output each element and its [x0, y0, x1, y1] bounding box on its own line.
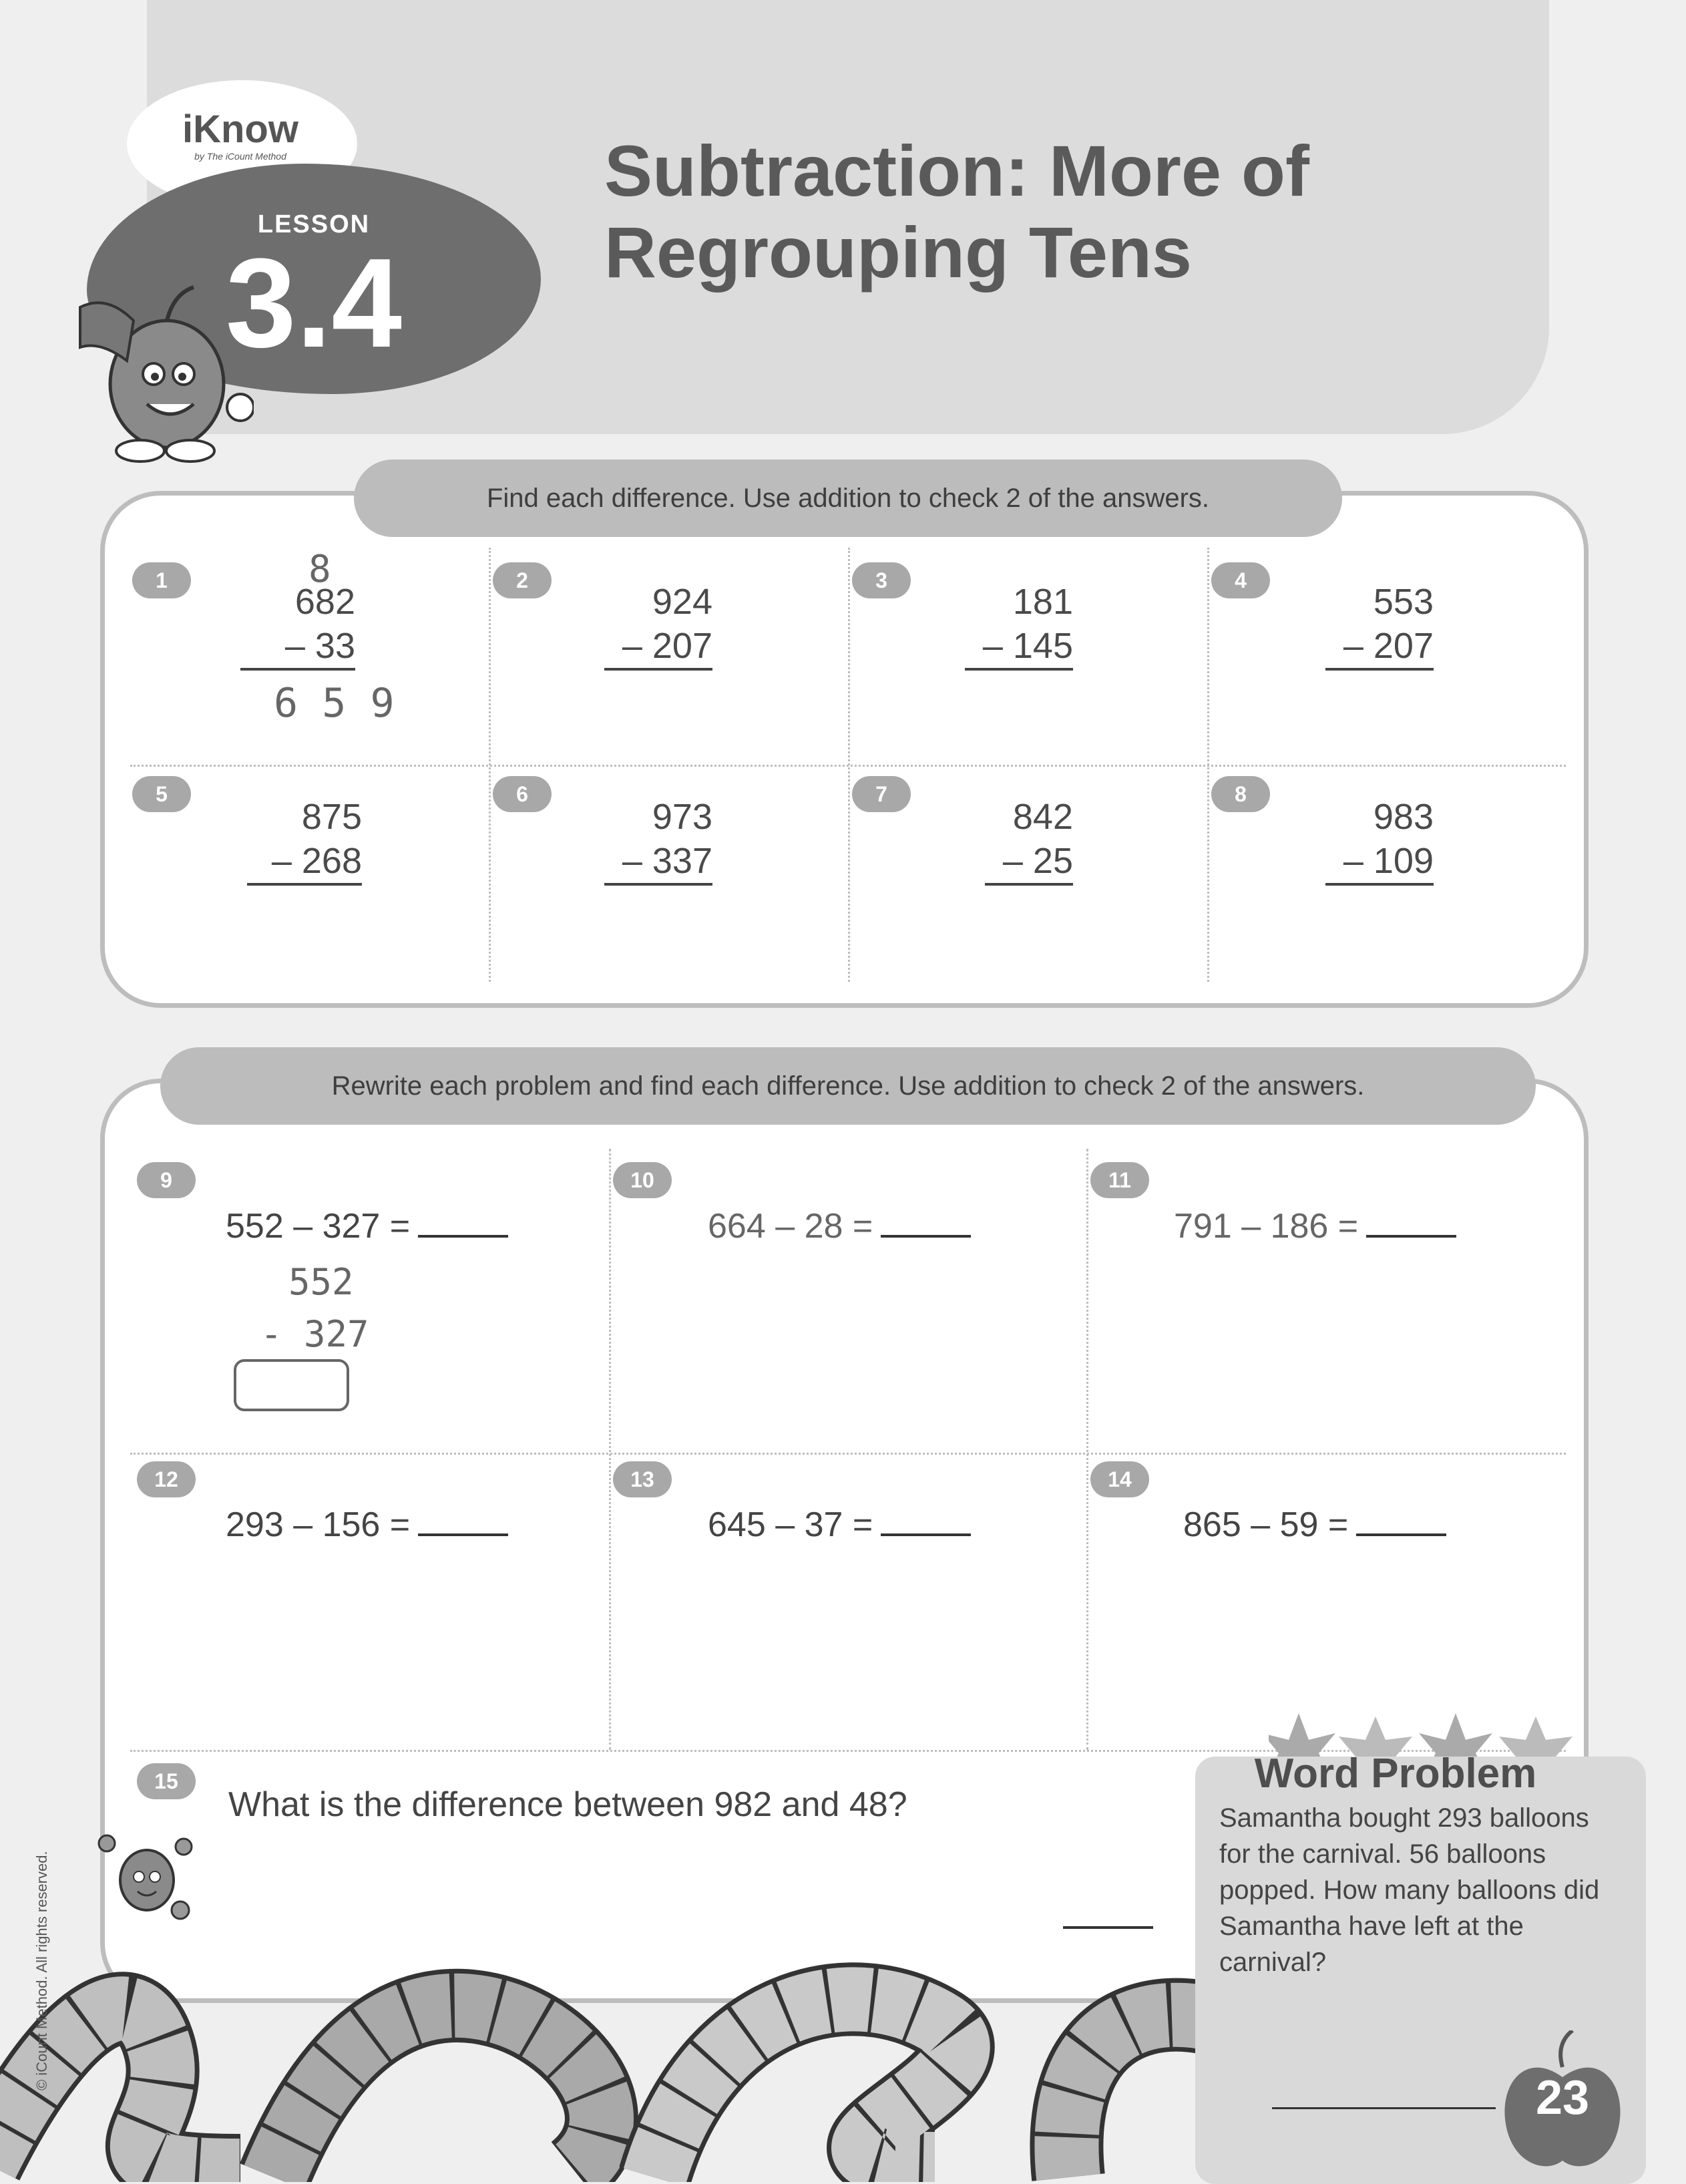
juggling-apple-icon — [93, 1823, 200, 1924]
problem-bottom: – 33 — [240, 624, 355, 671]
problem-13 — [708, 1504, 971, 1545]
problem-12 — [226, 1504, 508, 1545]
problem-top: 875 — [301, 797, 362, 837]
problem-number-badge: 10 — [613, 1162, 672, 1198]
equation-text: 293 – 156 = — [226, 1505, 411, 1544]
answer-blank[interactable] — [418, 1504, 508, 1536]
problem-bottom: – 25 — [985, 839, 1073, 886]
problem-top: 553 — [1373, 582, 1434, 622]
problem-top: 842 — [1012, 797, 1073, 837]
problem-number-badge: 11 — [1090, 1162, 1149, 1198]
lesson-number: 3.4 — [225, 232, 403, 374]
equation-text: 664 – 28 = — [708, 1207, 873, 1246]
problem-5 — [247, 795, 362, 886]
divider — [130, 1453, 1566, 1455]
problem-number-badge: 13 — [613, 1461, 672, 1497]
equation-text: 552 – 327 = — [226, 1207, 411, 1246]
answer-box[interactable] — [234, 1359, 349, 1411]
section2-instruction: Rewrite each problem and find each difference. Use addition to check 2 of the answers. — [160, 1047, 1536, 1125]
divider — [609, 1149, 611, 1750]
answer-blank[interactable] — [418, 1206, 508, 1238]
problem-14 — [1183, 1504, 1446, 1545]
brand-logo: iKnow — [182, 108, 298, 151]
title-line-2: Regrouping Tens — [604, 212, 1192, 293]
problem-bottom: – 268 — [247, 839, 362, 886]
answer-blank[interactable] — [881, 1504, 971, 1536]
problem-number-badge: 4 — [1211, 562, 1270, 598]
decorative-snake-path — [0, 1950, 1202, 2182]
problem-bottom: – 109 — [1325, 839, 1434, 886]
problem-number-badge: 3 — [852, 562, 911, 598]
word-problem-title: Word Problem — [1254, 1751, 1537, 1797]
problem-15-text: What is the difference between 982 and 48? — [228, 1785, 907, 1824]
problem-number-badge: 1 — [132, 562, 191, 598]
handwritten-bottom: - 327 — [260, 1313, 369, 1355]
lesson-label: LESSON — [257, 210, 371, 238]
answer-blank[interactable] — [1366, 1206, 1456, 1238]
divider — [1086, 1149, 1088, 1750]
answer-blank[interactable] — [881, 1206, 971, 1238]
problem-top: 973 — [652, 797, 712, 837]
problem-number-badge: 7 — [852, 776, 911, 812]
problem-2 — [604, 580, 712, 671]
section1-instruction: Find each difference. Use addition to check 2 of the answers. — [354, 460, 1342, 537]
problem-4 — [1325, 580, 1434, 671]
problem-7 — [985, 795, 1073, 886]
problem-8 — [1325, 795, 1434, 886]
problem-number-badge: 6 — [493, 776, 552, 812]
brand-subtitle: by The iCount Method — [194, 151, 286, 162]
answer-blank[interactable] — [1063, 1926, 1153, 1929]
page-number: 23 — [1535, 2071, 1590, 2125]
answer-blank[interactable] — [1272, 2107, 1496, 2109]
problem-bottom: – 145 — [965, 624, 1073, 671]
problem-bottom: – 207 — [604, 624, 712, 671]
copyright: © iCount Method. All rights reserved. — [33, 1851, 50, 2090]
problem-number-badge: 8 — [1211, 776, 1270, 812]
problem-1 — [240, 580, 355, 671]
problem-6 — [604, 795, 712, 886]
handwritten-answer: 6 5 9 — [274, 680, 395, 727]
problem-top: 924 — [652, 582, 712, 622]
problem-number-badge: 9 — [137, 1162, 196, 1198]
page-title — [604, 130, 1309, 293]
problem-11 — [1174, 1206, 1456, 1246]
handwritten-carry: 8 — [308, 548, 331, 591]
problem-bottom: – 337 — [604, 839, 712, 886]
problem-3 — [965, 580, 1073, 671]
problem-number-badge: 5 — [132, 776, 191, 812]
title-line-1: Subtraction: More of — [604, 130, 1309, 211]
problem-top: 181 — [1012, 582, 1073, 622]
word-problem-text: Samantha bought 293 balloons for the carnival. 56 balloons popped. How many balloons did Samantha have left at the carnival? — [1219, 1803, 1600, 1977]
problem-9 — [226, 1206, 508, 1246]
problem-number-badge: 14 — [1090, 1461, 1149, 1497]
equation-text: 645 – 37 = — [708, 1505, 873, 1544]
problem-number-badge: 12 — [137, 1461, 196, 1497]
equation-text: 865 – 59 = — [1183, 1505, 1349, 1544]
problem-number-badge: 2 — [493, 562, 552, 598]
problem-bottom: – 207 — [1325, 624, 1434, 671]
apple-mascot-icon — [40, 267, 254, 468]
handwritten-top: 552 — [288, 1261, 354, 1303]
problem-10 — [708, 1206, 971, 1246]
problem-top: 983 — [1373, 797, 1434, 837]
equation-text: 791 – 186 = — [1174, 1207, 1359, 1246]
problem-number-badge: 15 — [137, 1763, 196, 1799]
answer-blank[interactable] — [1356, 1504, 1446, 1536]
divider — [130, 765, 1566, 767]
problem-top: 682 — [294, 582, 355, 622]
